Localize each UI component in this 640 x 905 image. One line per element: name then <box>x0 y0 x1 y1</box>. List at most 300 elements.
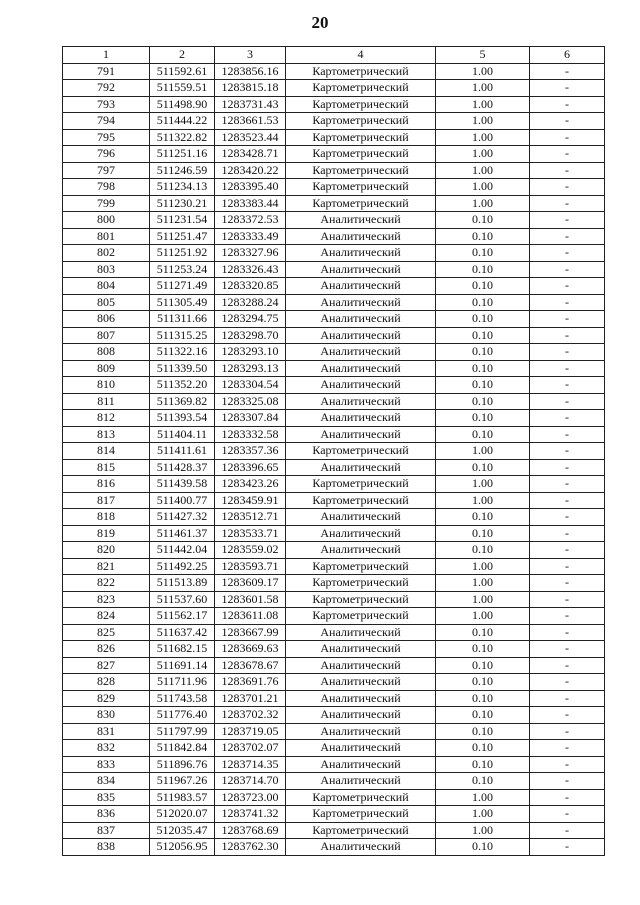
y-coordinate-cell: 1283678.67 <box>215 657 286 674</box>
accuracy-cell: 1.00 <box>436 96 530 113</box>
note-cell: - <box>530 278 605 295</box>
y-coordinate-cell: 1283669.63 <box>215 641 286 658</box>
table-row <box>63 509 605 526</box>
y-coordinate-cell: 1283357.36 <box>215 443 286 460</box>
method-cell: Картометрический <box>286 129 436 146</box>
point-number-cell: 801 <box>63 228 150 245</box>
x-coordinate-cell: 511842.84 <box>150 740 215 757</box>
point-number-cell: 794 <box>63 113 150 130</box>
point-number-cell: 803 <box>63 261 150 278</box>
x-coordinate-cell: 512035.47 <box>150 822 215 839</box>
table-row <box>63 129 605 146</box>
method-cell: Картометрический <box>286 162 436 179</box>
point-number-cell: 826 <box>63 641 150 658</box>
y-coordinate-cell: 1283372.53 <box>215 212 286 229</box>
table-row <box>63 657 605 674</box>
x-coordinate-cell: 511271.49 <box>150 278 215 295</box>
point-number-cell: 819 <box>63 525 150 542</box>
y-coordinate-cell: 1283702.07 <box>215 740 286 757</box>
y-coordinate-cell: 1283601.58 <box>215 591 286 608</box>
accuracy-cell: 1.00 <box>436 162 530 179</box>
note-cell: - <box>530 542 605 559</box>
y-coordinate-cell: 1283396.65 <box>215 459 286 476</box>
note-cell: - <box>530 179 605 196</box>
note-cell: - <box>530 245 605 262</box>
y-coordinate-cell: 1283661.53 <box>215 113 286 130</box>
point-number-cell: 827 <box>63 657 150 674</box>
accuracy-cell: 0.10 <box>436 839 530 856</box>
y-coordinate-cell: 1283714.70 <box>215 773 286 790</box>
note-cell: - <box>530 789 605 806</box>
accuracy-cell: 0.10 <box>436 228 530 245</box>
x-coordinate-cell: 511411.61 <box>150 443 215 460</box>
table-row <box>63 261 605 278</box>
note-cell: - <box>530 195 605 212</box>
accuracy-cell: 1.00 <box>436 195 530 212</box>
y-coordinate-cell: 1283332.58 <box>215 426 286 443</box>
point-number-cell: 833 <box>63 756 150 773</box>
note-cell: - <box>530 426 605 443</box>
y-coordinate-cell: 1283294.75 <box>215 311 286 328</box>
accuracy-cell: 1.00 <box>436 591 530 608</box>
point-number-cell: 802 <box>63 245 150 262</box>
x-coordinate-cell: 511311.66 <box>150 311 215 328</box>
method-cell: Картометрический <box>286 146 436 163</box>
column-header-6: 6 <box>530 47 605 64</box>
table-row <box>63 756 605 773</box>
table-row <box>63 96 605 113</box>
method-cell: Картометрический <box>286 113 436 130</box>
note-cell: - <box>530 591 605 608</box>
note-cell: - <box>530 476 605 493</box>
table-row <box>63 344 605 361</box>
method-cell: Аналитический <box>286 756 436 773</box>
coordinates-table <box>62 46 605 856</box>
method-cell: Картометрический <box>286 608 436 625</box>
y-coordinate-cell: 1283304.54 <box>215 377 286 394</box>
x-coordinate-cell: 511305.49 <box>150 294 215 311</box>
table-row <box>63 591 605 608</box>
point-number-cell: 812 <box>63 410 150 427</box>
y-coordinate-cell: 1283768.69 <box>215 822 286 839</box>
x-coordinate-cell: 511896.76 <box>150 756 215 773</box>
method-cell: Аналитический <box>286 426 436 443</box>
method-cell: Аналитический <box>286 344 436 361</box>
y-coordinate-cell: 1283701.21 <box>215 690 286 707</box>
x-coordinate-cell: 511498.90 <box>150 96 215 113</box>
accuracy-cell: 0.10 <box>436 212 530 229</box>
y-coordinate-cell: 1283719.05 <box>215 723 286 740</box>
table-row <box>63 179 605 196</box>
table-row <box>63 410 605 427</box>
y-coordinate-cell: 1283288.24 <box>215 294 286 311</box>
point-number-cell: 824 <box>63 608 150 625</box>
x-coordinate-cell: 511442.04 <box>150 542 215 559</box>
accuracy-cell: 0.10 <box>436 723 530 740</box>
point-number-cell: 791 <box>63 63 150 80</box>
accuracy-cell: 0.10 <box>436 360 530 377</box>
x-coordinate-cell: 511592.61 <box>150 63 215 80</box>
x-coordinate-cell: 511393.54 <box>150 410 215 427</box>
point-number-cell: 792 <box>63 80 150 97</box>
accuracy-cell: 0.10 <box>436 327 530 344</box>
accuracy-cell: 0.10 <box>436 509 530 526</box>
x-coordinate-cell: 512056.95 <box>150 839 215 856</box>
table-row <box>63 608 605 625</box>
accuracy-cell: 0.10 <box>436 525 530 542</box>
method-cell: Картометрический <box>286 476 436 493</box>
y-coordinate-cell: 1283723.00 <box>215 789 286 806</box>
accuracy-cell: 1.00 <box>436 558 530 575</box>
point-number-cell: 821 <box>63 558 150 575</box>
accuracy-cell: 0.10 <box>436 459 530 476</box>
x-coordinate-cell: 511428.37 <box>150 459 215 476</box>
table-row <box>63 822 605 839</box>
method-cell: Картометрический <box>286 822 436 839</box>
accuracy-cell: 1.00 <box>436 113 530 130</box>
accuracy-cell: 0.10 <box>436 773 530 790</box>
column-header-2: 2 <box>150 47 215 64</box>
accuracy-cell: 1.00 <box>436 806 530 823</box>
table-row <box>63 789 605 806</box>
table-row <box>63 674 605 691</box>
method-cell: Картометрический <box>286 806 436 823</box>
table-row <box>63 443 605 460</box>
y-coordinate-cell: 1283420.22 <box>215 162 286 179</box>
x-coordinate-cell: 511711.96 <box>150 674 215 691</box>
x-coordinate-cell: 511461.37 <box>150 525 215 542</box>
x-coordinate-cell: 511369.82 <box>150 393 215 410</box>
y-coordinate-cell: 1283559.02 <box>215 542 286 559</box>
note-cell: - <box>530 822 605 839</box>
accuracy-cell: 0.10 <box>436 756 530 773</box>
y-coordinate-cell: 1283383.44 <box>215 195 286 212</box>
accuracy-cell: 1.00 <box>436 80 530 97</box>
method-cell: Картометрический <box>286 591 436 608</box>
note-cell: - <box>530 162 605 179</box>
table-row <box>63 723 605 740</box>
accuracy-cell: 1.00 <box>436 63 530 80</box>
y-coordinate-cell: 1283815.18 <box>215 80 286 97</box>
table-row <box>63 476 605 493</box>
x-coordinate-cell: 511537.60 <box>150 591 215 608</box>
y-coordinate-cell: 1283325.08 <box>215 393 286 410</box>
note-cell: - <box>530 674 605 691</box>
accuracy-cell: 0.10 <box>436 344 530 361</box>
point-number-cell: 831 <box>63 723 150 740</box>
accuracy-cell: 0.10 <box>436 657 530 674</box>
y-coordinate-cell: 1283320.85 <box>215 278 286 295</box>
table-row <box>63 278 605 295</box>
note-cell: - <box>530 393 605 410</box>
point-number-cell: 828 <box>63 674 150 691</box>
point-number-cell: 813 <box>63 426 150 443</box>
method-cell: Картометрический <box>286 195 436 212</box>
accuracy-cell: 0.10 <box>436 542 530 559</box>
note-cell: - <box>530 410 605 427</box>
y-coordinate-cell: 1283298.70 <box>215 327 286 344</box>
method-cell: Аналитический <box>286 525 436 542</box>
point-number-cell: 809 <box>63 360 150 377</box>
accuracy-cell: 0.10 <box>436 641 530 658</box>
table-row <box>63 113 605 130</box>
x-coordinate-cell: 511797.99 <box>150 723 215 740</box>
note-cell: - <box>530 80 605 97</box>
note-cell: - <box>530 113 605 130</box>
note-cell: - <box>530 344 605 361</box>
table-row <box>63 707 605 724</box>
table-row <box>63 327 605 344</box>
method-cell: Аналитический <box>286 360 436 377</box>
method-cell: Аналитический <box>286 410 436 427</box>
point-number-cell: 832 <box>63 740 150 757</box>
note-cell: - <box>530 608 605 625</box>
table-row <box>63 63 605 80</box>
note-cell: - <box>530 740 605 757</box>
point-number-cell: 807 <box>63 327 150 344</box>
accuracy-cell: 0.10 <box>436 377 530 394</box>
method-cell: Аналитический <box>286 542 436 559</box>
column-header-1: 1 <box>63 47 150 64</box>
method-cell: Картометрический <box>286 492 436 509</box>
accuracy-cell: 0.10 <box>436 690 530 707</box>
table-row <box>63 294 605 311</box>
method-cell: Аналитический <box>286 641 436 658</box>
method-cell: Аналитический <box>286 723 436 740</box>
accuracy-cell: 0.10 <box>436 261 530 278</box>
point-number-cell: 804 <box>63 278 150 295</box>
y-coordinate-cell: 1283333.49 <box>215 228 286 245</box>
y-coordinate-cell: 1283691.76 <box>215 674 286 691</box>
note-cell: - <box>530 558 605 575</box>
note-cell: - <box>530 377 605 394</box>
y-coordinate-cell: 1283326.43 <box>215 261 286 278</box>
y-coordinate-cell: 1283423.26 <box>215 476 286 493</box>
x-coordinate-cell: 511315.25 <box>150 327 215 344</box>
note-cell: - <box>530 459 605 476</box>
note-cell: - <box>530 443 605 460</box>
x-coordinate-cell: 511776.40 <box>150 707 215 724</box>
table-row <box>63 245 605 262</box>
x-coordinate-cell: 511253.24 <box>150 261 215 278</box>
accuracy-cell: 1.00 <box>436 146 530 163</box>
method-cell: Аналитический <box>286 228 436 245</box>
table-row <box>63 195 605 212</box>
note-cell: - <box>530 360 605 377</box>
point-number-cell: 806 <box>63 311 150 328</box>
x-coordinate-cell: 511559.51 <box>150 80 215 97</box>
point-number-cell: 838 <box>63 839 150 856</box>
point-number-cell: 799 <box>63 195 150 212</box>
y-coordinate-cell: 1283731.43 <box>215 96 286 113</box>
table-row <box>63 641 605 658</box>
x-coordinate-cell: 511562.17 <box>150 608 215 625</box>
x-coordinate-cell: 511427.32 <box>150 509 215 526</box>
accuracy-cell: 1.00 <box>436 575 530 592</box>
accuracy-cell: 0.10 <box>436 294 530 311</box>
x-coordinate-cell: 511439.58 <box>150 476 215 493</box>
table-row <box>63 426 605 443</box>
point-number-cell: 795 <box>63 129 150 146</box>
accuracy-cell: 1.00 <box>436 179 530 196</box>
y-coordinate-cell: 1283593.71 <box>215 558 286 575</box>
y-coordinate-cell: 1283667.99 <box>215 624 286 641</box>
accuracy-cell: 1.00 <box>436 789 530 806</box>
note-cell: - <box>530 509 605 526</box>
x-coordinate-cell: 511352.20 <box>150 377 215 394</box>
x-coordinate-cell: 511637.42 <box>150 624 215 641</box>
point-number-cell: 816 <box>63 476 150 493</box>
method-cell: Картометрический <box>286 443 436 460</box>
table-row <box>63 360 605 377</box>
x-coordinate-cell: 511743.58 <box>150 690 215 707</box>
x-coordinate-cell: 511231.54 <box>150 212 215 229</box>
note-cell: - <box>530 641 605 658</box>
page-number: 20 <box>311 13 329 32</box>
x-coordinate-cell: 512020.07 <box>150 806 215 823</box>
note-cell: - <box>530 657 605 674</box>
y-coordinate-cell: 1283293.10 <box>215 344 286 361</box>
point-number-cell: 797 <box>63 162 150 179</box>
note-cell: - <box>530 129 605 146</box>
table-row <box>63 80 605 97</box>
point-number-cell: 793 <box>63 96 150 113</box>
table-row <box>63 212 605 229</box>
note-cell: - <box>530 492 605 509</box>
accuracy-cell: 0.10 <box>436 311 530 328</box>
method-cell: Аналитический <box>286 690 436 707</box>
method-cell: Аналитический <box>286 294 436 311</box>
accuracy-cell: 1.00 <box>436 822 530 839</box>
x-coordinate-cell: 511983.57 <box>150 789 215 806</box>
y-coordinate-cell: 1283293.13 <box>215 360 286 377</box>
point-number-cell: 829 <box>63 690 150 707</box>
y-coordinate-cell: 1283533.71 <box>215 525 286 542</box>
table-row <box>63 525 605 542</box>
table-row <box>63 690 605 707</box>
point-number-cell: 796 <box>63 146 150 163</box>
accuracy-cell: 1.00 <box>436 492 530 509</box>
point-number-cell: 835 <box>63 789 150 806</box>
table-row <box>63 558 605 575</box>
method-cell: Аналитический <box>286 674 436 691</box>
table-body <box>63 63 605 855</box>
table-row <box>63 624 605 641</box>
accuracy-cell: 0.10 <box>436 674 530 691</box>
point-number-cell: 808 <box>63 344 150 361</box>
point-number-cell: 823 <box>63 591 150 608</box>
method-cell: Аналитический <box>286 327 436 344</box>
accuracy-cell: 0.10 <box>436 624 530 641</box>
accuracy-cell: 1.00 <box>436 129 530 146</box>
method-cell: Аналитический <box>286 393 436 410</box>
y-coordinate-cell: 1283327.96 <box>215 245 286 262</box>
note-cell: - <box>530 707 605 724</box>
method-cell: Аналитический <box>286 459 436 476</box>
method-cell: Аналитический <box>286 624 436 641</box>
x-coordinate-cell: 511444.22 <box>150 113 215 130</box>
point-number-cell: 817 <box>63 492 150 509</box>
note-cell: - <box>530 327 605 344</box>
x-coordinate-cell: 511251.16 <box>150 146 215 163</box>
x-coordinate-cell: 511400.77 <box>150 492 215 509</box>
point-number-cell: 820 <box>63 542 150 559</box>
x-coordinate-cell: 511691.14 <box>150 657 215 674</box>
note-cell: - <box>530 294 605 311</box>
table-row <box>63 228 605 245</box>
table-row <box>63 773 605 790</box>
method-cell: Аналитический <box>286 657 436 674</box>
y-coordinate-cell: 1283307.84 <box>215 410 286 427</box>
note-cell: - <box>530 228 605 245</box>
accuracy-cell: 0.10 <box>436 707 530 724</box>
method-cell: Аналитический <box>286 261 436 278</box>
note-cell: - <box>530 806 605 823</box>
y-coordinate-cell: 1283714.35 <box>215 756 286 773</box>
method-cell: Картометрический <box>286 575 436 592</box>
note-cell: - <box>530 575 605 592</box>
method-cell: Картометрический <box>286 789 436 806</box>
table-row <box>63 162 605 179</box>
note-cell: - <box>530 63 605 80</box>
table-header-row <box>63 47 605 64</box>
accuracy-cell: 1.00 <box>436 443 530 460</box>
y-coordinate-cell: 1283609.17 <box>215 575 286 592</box>
note-cell: - <box>530 723 605 740</box>
column-header-5: 5 <box>436 47 530 64</box>
accuracy-cell: 1.00 <box>436 608 530 625</box>
note-cell: - <box>530 146 605 163</box>
point-number-cell: 830 <box>63 707 150 724</box>
point-number-cell: 834 <box>63 773 150 790</box>
x-coordinate-cell: 511234.13 <box>150 179 215 196</box>
y-coordinate-cell: 1283702.32 <box>215 707 286 724</box>
y-coordinate-cell: 1283512.71 <box>215 509 286 526</box>
table-row <box>63 806 605 823</box>
x-coordinate-cell: 511339.50 <box>150 360 215 377</box>
method-cell: Аналитический <box>286 773 436 790</box>
point-number-cell: 815 <box>63 459 150 476</box>
table-row <box>63 377 605 394</box>
table-row <box>63 146 605 163</box>
method-cell: Картометрический <box>286 96 436 113</box>
accuracy-cell: 0.10 <box>436 393 530 410</box>
method-cell: Аналитический <box>286 509 436 526</box>
note-cell: - <box>530 756 605 773</box>
x-coordinate-cell: 511967.26 <box>150 773 215 790</box>
point-number-cell: 810 <box>63 377 150 394</box>
note-cell: - <box>530 212 605 229</box>
method-cell: Картометрический <box>286 80 436 97</box>
y-coordinate-cell: 1283762.30 <box>215 839 286 856</box>
table-row <box>63 393 605 410</box>
column-header-3: 3 <box>215 47 286 64</box>
x-coordinate-cell: 511404.11 <box>150 426 215 443</box>
y-coordinate-cell: 1283428.71 <box>215 146 286 163</box>
method-cell: Аналитический <box>286 311 436 328</box>
method-cell: Картометрический <box>286 63 436 80</box>
accuracy-cell: 1.00 <box>436 476 530 493</box>
table-row <box>63 839 605 856</box>
method-cell: Аналитический <box>286 707 436 724</box>
y-coordinate-cell: 1283395.40 <box>215 179 286 196</box>
y-coordinate-cell: 1283856.16 <box>215 63 286 80</box>
y-coordinate-cell: 1283741.32 <box>215 806 286 823</box>
x-coordinate-cell: 511322.82 <box>150 129 215 146</box>
x-coordinate-cell: 511246.59 <box>150 162 215 179</box>
x-coordinate-cell: 511492.25 <box>150 558 215 575</box>
x-coordinate-cell: 511251.47 <box>150 228 215 245</box>
